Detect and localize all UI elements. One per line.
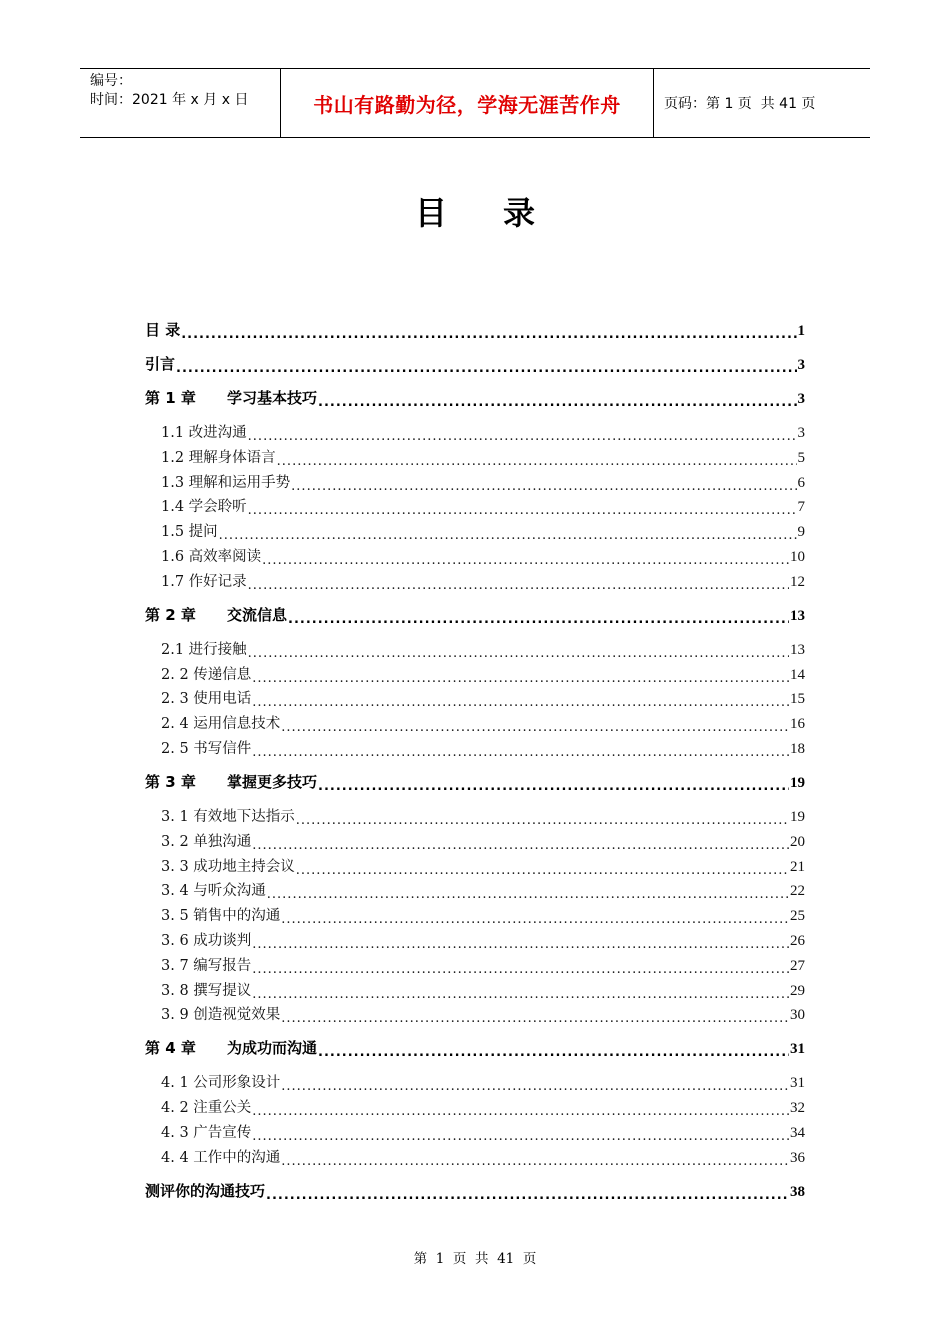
toc-page-number: 32: [790, 1100, 805, 1117]
page-title: 目录: [414, 194, 591, 232]
toc-page-number: 29: [790, 982, 805, 999]
toc-section-entry[interactable]: [161, 713, 805, 733]
time-label: 时间：2021 年 x 月 x 日: [90, 92, 249, 108]
toc-entry-text: 3. 3 成功地主持会议: [161, 858, 295, 875]
toc-page-number: 30: [790, 1007, 805, 1024]
toc-leader-dots: [252, 744, 789, 758]
toc-entry-label: [145, 387, 317, 408]
toc-page-number: 19: [790, 809, 805, 825]
toc-section-entry[interactable]: [161, 472, 805, 492]
toc-entry-label: [161, 421, 247, 442]
toc-entry-text: 1.5 提问: [161, 524, 218, 541]
toc-entry-label: [161, 929, 251, 950]
toc-chapter-number: 第 1 章: [145, 389, 196, 407]
toc-entry-text: 2. 4 运用信息技术: [161, 716, 281, 733]
toc-chapter-entry[interactable]: [145, 772, 805, 792]
toc-page-number: 5: [797, 449, 805, 466]
toc-section-entry[interactable]: [161, 639, 805, 659]
toc-page-number: 38: [790, 1183, 805, 1200]
toc-leader-dots: [252, 837, 789, 851]
toc-leader-dots: [296, 812, 789, 826]
toc-entry-label: [161, 904, 280, 925]
toc-entry-label: [161, 879, 266, 900]
toc-entry-label: [161, 712, 280, 733]
toc-entry-text: 1.4 学会聆听: [161, 499, 247, 516]
toc-section-entry[interactable]: [161, 930, 805, 950]
toc-section-entry[interactable]: [161, 856, 805, 876]
toc-section-entry[interactable]: [161, 496, 805, 516]
toc-entry-text: 3. 1 有效地下达指示: [161, 809, 295, 825]
toc-page-number: 3: [797, 391, 805, 407]
toc-leader-dots: [252, 1128, 789, 1142]
toc-entry-text: 1.2 理解身体语言: [161, 449, 276, 466]
toc-section-entry[interactable]: [161, 688, 805, 708]
toc-entry-text: 3. 5 销售中的沟通: [161, 908, 281, 925]
toc-entry-text: 3. 4 与听众沟通: [161, 883, 266, 900]
toc-entry-text: 2. 5 书写信件: [161, 741, 252, 757]
toc-entry-label: [161, 638, 247, 659]
page-header: [80, 68, 870, 138]
toc-entry-label: [161, 805, 295, 826]
toc-entry-text: 为成功而沟通: [227, 1039, 318, 1058]
toc-page-number: 36: [790, 1149, 805, 1166]
toc-entry-text: 3. 2 单独沟通: [161, 833, 252, 850]
toc-entry-label: [145, 1037, 317, 1058]
toc-section-entry[interactable]: [161, 738, 805, 758]
toc-leader-dots: [288, 611, 789, 625]
toc-leader-dots: [281, 719, 789, 733]
toc-section-entry[interactable]: [161, 905, 805, 925]
toc-page-number: 18: [790, 741, 805, 757]
toc-entry-text: 目 录: [145, 321, 181, 339]
toc-entry-label: [161, 1146, 280, 1167]
toc-section-entry[interactable]: [161, 880, 805, 900]
toc-page-number: 13: [790, 607, 805, 624]
toc-page-number: 14: [790, 666, 805, 683]
toc-entry-text: 3. 9 创造视觉效果: [161, 1007, 281, 1024]
toc-page-number: 21: [790, 858, 805, 875]
toc-leader-dots: [252, 961, 789, 975]
header-motto-cell: [281, 69, 654, 137]
toc-leader-dots: [248, 577, 789, 591]
toc-page-number: 9: [797, 524, 805, 541]
toc-leader-dots: [248, 645, 789, 659]
toc-section-entry[interactable]: [161, 422, 805, 442]
toc-leader-dots: [248, 428, 797, 442]
toc-chapter-number: 第 2 章: [145, 605, 196, 624]
toc-leader-dots: [252, 694, 789, 708]
toc-leader-dots: [176, 360, 796, 374]
toc-entry-text: 4. 4 工作中的沟通: [161, 1149, 281, 1166]
toc-entry-text: 4. 2 注重公关: [161, 1100, 252, 1117]
toc-entry-label: [161, 830, 251, 851]
toc-leader-dots: [252, 986, 789, 1000]
toc-entry-label: [161, 545, 261, 566]
toc-chapter-entry[interactable]: [145, 354, 805, 374]
toc-section-entry[interactable]: [161, 831, 805, 851]
toc-leader-dots: [267, 886, 789, 900]
toc-entry-label: [145, 604, 287, 625]
toc-entry-label: [145, 319, 180, 340]
toc-page-number: 3: [797, 425, 805, 441]
toc-page-number: 12: [790, 573, 805, 590]
toc-leader-dots: [248, 502, 797, 516]
toc-entry-label: [161, 1096, 251, 1117]
toc-entry-label: [161, 855, 295, 876]
toc-entry-text: 2. 3 使用电话: [161, 691, 252, 708]
toc-entry-text: 2. 2 传递信息: [161, 666, 252, 683]
toc-page-number: 20: [790, 833, 805, 850]
toc-entry-text: 3. 6 成功谈判: [161, 933, 252, 949]
toc-section-entry[interactable]: [161, 664, 805, 684]
toc-leader-dots: [296, 862, 789, 876]
toc-page-number: 15: [790, 691, 805, 708]
toc-entry-text: 4. 1 公司形象设计: [161, 1075, 281, 1092]
toc-entry-text: 掌握更多技巧: [227, 773, 318, 791]
toc-leader-dots: [277, 453, 797, 467]
toc-entry-text: 1.3 理解和运用手势: [161, 474, 291, 491]
toc-page-number: 31: [790, 1075, 805, 1092]
toc-leader-dots: [219, 527, 797, 541]
toc-chapter-number: 第 3 章: [145, 773, 196, 791]
toc-page-number: 16: [790, 716, 805, 733]
toc-leader-dots: [281, 911, 789, 925]
toc-section-entry[interactable]: [161, 571, 805, 591]
toc-entry-label: [161, 737, 251, 758]
toc-entry-label: [161, 687, 251, 708]
header-meta: [80, 69, 281, 137]
toc-leader-dots: [318, 778, 789, 792]
header-motto: 书山有路勤为径，学海无涯苦作舟: [313, 92, 621, 117]
toc-section-entry[interactable]: [161, 955, 805, 975]
toc-entry-label: [161, 446, 276, 467]
toc-entry-text: 2.1 进行接触: [161, 641, 247, 658]
toc-page-number: 27: [790, 957, 805, 974]
toc-entry-label: [161, 1003, 280, 1024]
toc-section-entry[interactable]: [161, 546, 805, 566]
toc-entry-label: [161, 979, 251, 1000]
toc-entry-label: [161, 954, 251, 975]
toc-entry-label: [161, 495, 247, 516]
toc-page-number: 26: [790, 933, 805, 949]
toc-entry-text: 1.1 改进沟通: [161, 425, 247, 441]
toc-page-number: 10: [790, 549, 805, 565]
toc-entry-label: [161, 570, 247, 591]
toc-page-number: 31: [790, 1041, 805, 1058]
toc-leader-dots: [291, 478, 796, 492]
toc-page-number: 34: [790, 1125, 805, 1141]
toc-chapter-entry[interactable]: [145, 320, 805, 340]
toc-section-entry[interactable]: [161, 806, 805, 826]
toc-leader-dots: [252, 1103, 789, 1117]
toc-leader-dots: [262, 552, 789, 566]
toc-chapter-entry[interactable]: [145, 605, 805, 625]
toc-entry-text: 1.7 作好记录: [161, 573, 247, 590]
header-page-info: 页码：第 1 页 共 41 页: [664, 96, 816, 112]
toc-page-number: 7: [797, 499, 805, 516]
toc-entry-text: 学习基本技巧: [227, 389, 318, 407]
toc-page-number: 22: [790, 883, 805, 900]
toc-leader-dots: [181, 326, 796, 340]
toc-page-number: 19: [790, 775, 805, 791]
toc-section-entry[interactable]: [161, 521, 805, 541]
toc-entry-text: 引言: [145, 355, 176, 373]
toc-section-entry[interactable]: [161, 1097, 805, 1117]
toc-leader-dots: [318, 1044, 789, 1058]
toc-page-number: 13: [790, 641, 805, 658]
toc-leader-dots: [281, 1153, 789, 1167]
toc-entry-label: [161, 1121, 251, 1142]
toc-entry-label: [161, 471, 290, 492]
toc-entry-label: [161, 1071, 280, 1092]
toc-chapter-number: 第 4 章: [145, 1039, 196, 1058]
toc-section-entry[interactable]: [161, 1122, 805, 1142]
toc-entry-label: [145, 771, 317, 792]
toc-entry-text: 4. 3 广告宣传: [161, 1125, 252, 1141]
toc-entry-text: 测评你的沟通技巧: [145, 1181, 266, 1200]
toc-leader-dots: [281, 1010, 789, 1024]
toc-entry-label: [161, 663, 251, 684]
toc-entry-label: [145, 353, 175, 374]
toc-entry-text: 3. 8 撰写提议: [161, 982, 252, 999]
toc-chapter-entry[interactable]: [145, 1181, 805, 1201]
toc-entry-label: [161, 520, 218, 541]
toc-entry-text: 3. 7 编写报告: [161, 957, 252, 974]
toc-page-number: 3: [797, 357, 805, 373]
toc-page-number: 25: [790, 908, 805, 925]
toc-chapter-entry[interactable]: [145, 1038, 805, 1058]
page-footer: 第 1 页 共 41 页: [413, 1251, 537, 1267]
toc-section-entry[interactable]: [161, 1147, 805, 1167]
toc-leader-dots: [252, 936, 789, 950]
toc-leader-dots: [266, 1187, 789, 1201]
toc-entry-label: [145, 1180, 265, 1201]
toc-page-number: 6: [797, 474, 805, 491]
toc-entry-text: 交流信息: [227, 605, 288, 624]
toc-entry-text: 1.6 高效率阅读: [161, 549, 262, 565]
toc-chapter-entry[interactable]: [145, 388, 805, 408]
toc-section-entry[interactable]: [161, 1072, 805, 1092]
toc-page-number: 1: [797, 323, 805, 339]
toc-leader-dots: [318, 394, 796, 408]
toc-section-entry[interactable]: [161, 447, 805, 467]
toc-leader-dots: [281, 1078, 789, 1092]
toc-section-entry[interactable]: [161, 1004, 805, 1024]
toc-section-entry[interactable]: [161, 980, 805, 1000]
number-label: 编号：: [90, 73, 132, 89]
toc-leader-dots: [252, 670, 789, 684]
